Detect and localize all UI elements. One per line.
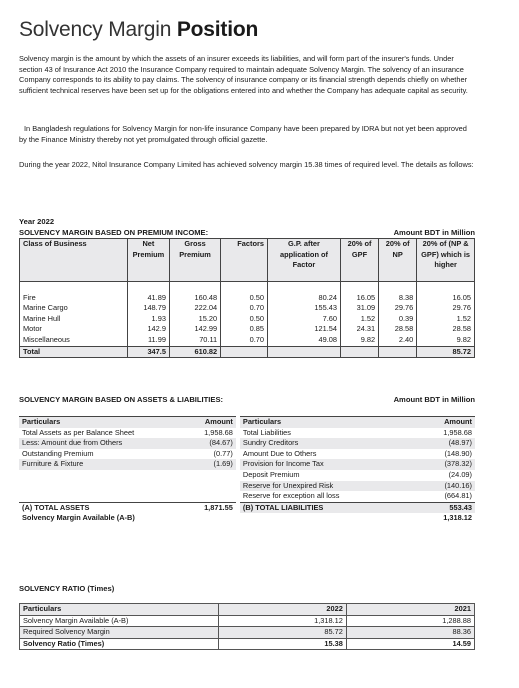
available-margin-value: 1,318.12 — [443, 513, 472, 523]
assets-total-row — [19, 502, 475, 513]
total-assets-value: 1,871.55 — [177, 502, 236, 513]
available-margin-label: Solvency Margin Available (A-B) — [22, 513, 135, 523]
table-row: Marine Cargo 148.79 222.04 0.70 155.43 31.09 29.76 29.76 — [20, 303, 475, 314]
table-row: Miscellaneous 11.99 70.11 0.70 49.08 9.82 2.40 9.82 — [20, 335, 475, 346]
assets-header-row: Particulars Amount Particulars Amount — [19, 417, 475, 428]
table-row: Outstanding Premium (0.77) Amount Due to Others (148.90) — [22, 448, 472, 458]
table-row: Solvency Ratio (Times) 15.38 14.59 — [20, 638, 475, 650]
solvency-ratio-table — [19, 603, 475, 650]
header-net-premium: Net Premium — [127, 239, 169, 282]
page-title: Solvency Margin Position — [19, 18, 259, 41]
header-gross-premium: Gross Premium — [169, 239, 220, 282]
ratio-heading: SOLVENCY RATIO (Times) — [19, 584, 115, 593]
header-20-gpf: 20% of GPF — [340, 239, 378, 282]
assets-heading: SOLVENCY MARGIN BASED ON ASSETS & LIABILITIES: — [19, 395, 224, 404]
table-row: Motor 142.9 142.99 0.85 121.54 24.31 28.58 28.58 — [20, 324, 475, 335]
assets-liabilities-table — [19, 416, 475, 524]
assets-unit-label: Amount BDT in Million — [393, 395, 475, 404]
premium-table — [19, 238, 475, 358]
total-liabilities-label: (B) TOTAL LIABILITIES — [240, 502, 388, 513]
premium-total-row: Total 347.5 610.82 85.72 — [20, 346, 475, 358]
header-20-np: 20% of NP — [379, 239, 417, 282]
year-label: Year 2022 — [19, 217, 55, 226]
header-class: Class of Business — [20, 239, 128, 282]
table-row: Less: Amount due from Others (84.67) Sundry Creditors (48.97) — [19, 438, 475, 449]
table-row: Reserve for Unexpired Risk (140.16) — [19, 481, 475, 492]
table-row: Deposit Premium (24.09) — [242, 469, 472, 479]
premium-heading: SOLVENCY MARGIN BASED ON PREMIUM INCOME: — [19, 228, 209, 237]
header-20-higher: 20% of (NP & GPF) which is higher — [417, 239, 475, 282]
premium-unit-label: Amount BDT in Million — [393, 228, 475, 237]
table-row: Reserve for exception all loss (664.81) — [242, 491, 472, 501]
available-margin-row — [19, 513, 475, 524]
total-assets-label: (A) TOTAL ASSETS — [19, 502, 177, 513]
table-row: Fire 41.89 160.48 0.50 80.24 16.05 8.38 16.05 — [20, 293, 475, 304]
regulation-paragraph: In Bangladesh regulations for Solvency Margin for non-life insurance Company have been prepared by IDRA but not yet been approved by the Finance Ministry thereby not yet promulgated through official gazette. — [19, 124, 467, 144]
table-row: Required Solvency Margin 85.72 88.36 — [20, 627, 475, 639]
premium-spacer-row — [20, 282, 475, 293]
table-row: Total Assets as per Balance Sheet 1,958.68 Total Liabilities 1,958.68 — [22, 427, 472, 437]
intro-paragraph: Solvency margin is the amount by which the assets of an insurer exceeds its liabilities, and will form part of the insurer's funds. Under section 43 of Insurance Act 2010 the Insurance Company required to maintain adequate Solvency Margin. The solvency of an insurance Company corresponds to its ability to pay claims. The solvency of insurance company or its financial strength depends chiefly on whether sufficient technical reserves have been set up for the obligations entered into and whether the Company has adequate capital as security. — [19, 54, 468, 95]
achievement-paragraph: During the year 2022, Nitol Insurance Company Limited has achieved solvency margin 15.38 times of required level. The details as follows: — [19, 160, 474, 169]
table-row: Solvency Margin Available (A-B) 1,318.12 1,288.88 — [20, 615, 475, 627]
header-factors: Factors — [221, 239, 268, 282]
ratio-header-row: Particulars 2022 2021 — [20, 604, 475, 616]
total-liabilities-value: 553.43 — [388, 502, 475, 513]
table-row: Furniture & Fixture (1.69) Provision for Income Tax (378.32) — [19, 459, 475, 470]
table-row: Marine Hull 1.93 15.20 0.50 7.60 1.52 0.39 1.52 — [20, 314, 475, 325]
header-gp-factor: G.P. after application of Factor — [267, 239, 340, 282]
premium-table-header — [20, 239, 475, 282]
